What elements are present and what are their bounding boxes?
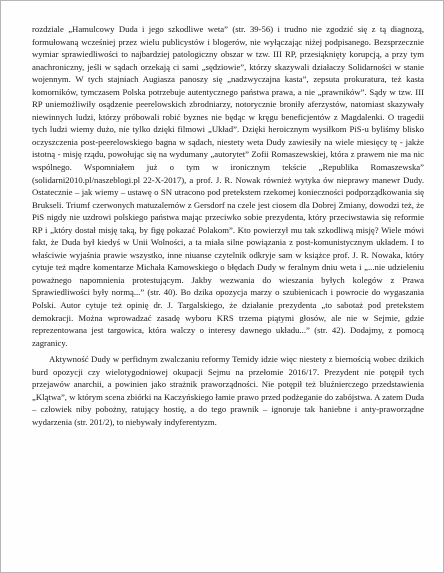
paragraph-2: Aktywność Dudy w perfidnym zwalczaniu reformy Temidy idzie więc niestety z biernością wobec dzikich burd opozycji czy wielotygodniowej okupacji Sejmu na przełomie 2016/17. Prezydent nie potępił tych przejawów anarchii, a powinien jako strażnik praworządności. Nie potępił też bluźnierczego przedstawienia „Klątwa”, w którym scena zbiórki na Kaczyńskiego łamie prawo przed podżeganie do zabójstwa. A zatem Duda – człowiek niby pobożny, ratujący hostię, a do tego prawnik – ignoruje tak haniebne i anty-praworządne wydarzenia (str. 201/2), to niebywały indyferentyzm.	[32, 354, 424, 427]
body-text	[32, 23, 424, 429]
paragraph-1: rozdziale „Hamulcowy Duda i jego szkodliwe weta” (str. 39-56) i trudno nie zgodzić się z tą diagnozą, formułowaną wcześniej przez wielu publicystów i blogerów, nie wyłączając niżej podpisanego. Bezsprzecznie wymiar sprawiedliwości to najbardziej patologiczny obszar w tzw. III RP, przesiąknięty korupcją, a przy tym anachroniczny, jeśli w sądach orzekają ci sami „sędziowie”, którzy skazywali działaczy Solidarności w stanie wojennym. W tych stajniach Augiasza panoszy się „nadzwyczajna kasta”, zepsuta prokuratura, też kasta komorników, tymczasem Polska potrzebuje autentycznego państwa prawa, a nie „prawników”. Sądy w tzw. III RP uniemożliwiły osądzenie peerelowskich zbrodniarzy, notorycznie broniły aferzystów, natomiast skazywały niewinnych ludzi, którzy próbowali robić byznes nie będąc w kręgu beneficjentów z Magdalenki. O tragedii tych ludzi wiemy dużo, nie tylko dzięki filmowi „Układ”. Dzięki heroicznym wysiłkom PiS-u byliśmy blisko oczyszczenia post-peerelowskiego bagna w sądach, niestety weta Dudy zawiesiły na wiele miesięcy tę - jakże istotną - misję rządu, powołując się na wydumany „autorytet” Zofii Romaszewskiej, która z prawem nie ma nic wspólnego. Wspomniałem już o tym w ironicznym tekście „Republika Romaszewska” (solidarni2010.pl/naszeblogi.pl 22-X-2017), a prof. J. R. Nowak również wytyka ów nieprawy manewr Dudy. Ostatecznie – jak wiemy – ustawę o SN utracono pod pretekstem rzekomej konieczności podporządkowania się Brukseli. Triumf czerwonych matuzalemów z Gersdorf na czele jest ciosem dla Dobrej Zmiany, dowodzi też, że PiS nigdy nie uzdrowi polskiego państwa mając przeciwko sobie prezydenta, który przeciwstawia się reformie RP i „który dostał misję taką, by figę pokazać Polakom”. Kto powierzył mu tak szkodliwą misję? Wiele mówi fakt, że Duda był kiedyś w Unii Wolności, a ta miała silne powiązania z post-komunistycznym układem. I to właściwie wyjaśnia prawie wszystko, inne niuanse czytelnik odkryje sam w książce prof. J. R. Nowaka, który cytuje też mądre komentarze Michała Kamowskiego o błędach Dudy w feralnym dniu weta i „...nie udzieleniu poważnego napomnienia protestującym. Jakby wezwania do wieszania byłych kolegów z Prawa Sprawiedliwości były normą...” (str. 40). Bo dzika opozycja marzy o szubienicach i powrocie do wygaszania Polski. Autor cytuje też opinię dr. J. Targalskiego, że działanie prezydenta „to sabotaż pod pretekstem demokracji. Można wprowadzać zasadę wyboru KRS trzema piątymi głosów, ale nie w Sejmie, gdzie reprezentowana jest targowica, która walczy o interesy dawnego układu...” (str. 42). Dodajmy, z pomocą zagranicy.	[32, 24, 424, 348]
